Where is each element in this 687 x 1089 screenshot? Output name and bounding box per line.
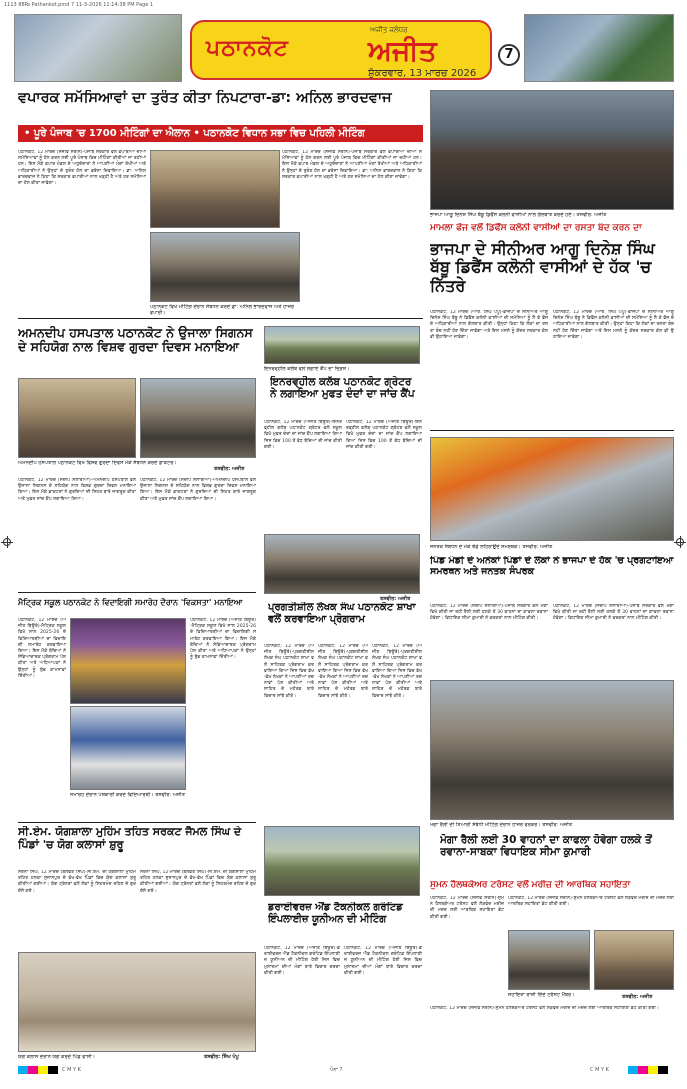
cmyk-strip-right bbox=[628, 1066, 668, 1074]
story9-byline: ਤਸਵੀਰ: ਸਿੰਘ ਪੱਪੂ bbox=[204, 1054, 239, 1060]
masthead-banner bbox=[190, 20, 492, 80]
story1-headline: ਵਪਾਰਕ ਸਮੱਸਿਆਵਾਂ ਦਾ ਤੁਰੰਤ ਕੀਤਾ ਨਿਪਟਾਰਾ-ਡਾ: ਅਨਿਲ ਭਾਰਦਵਾਜ bbox=[18, 90, 392, 106]
story11-headline: ਸੁਮਨ ਹੈਲਥਕੇਅਰ ਟਰੱਸਟ ਵਲੋਂ ਮਰੀਜ਼ ਦੀ ਆਰਥਿਕ ਸਹਾਇਤਾ bbox=[430, 880, 631, 890]
story1-photo-speaker bbox=[150, 150, 280, 228]
story11-body-col2: ਪਠਾਨਕੋਟ, 12 ਮਾਰਚ (ਸੰਜੀਵ ਸਰੀਨ)-ਸੁਮਨ ਹੈਲਥਕੇਅਰ ਟਰੱਸਟ ਵਲੋਂ ਲੋੜਵੰਦ ਮਰੀਜ਼ ਦੀ ਮਦਦ ਲਈ ਆਰਥਿਕ ਸਹਾਇਤਾ ਭੇਟ ਕੀਤੀ ਗਈ। bbox=[508, 896, 674, 908]
story3-photo-2 bbox=[140, 378, 256, 458]
story2-headline: ਭਾਜਪਾ ਦੇ ਸੀਨੀਅਰ ਆਗੂ ਦਿਨੇਸ਼ ਸਿੰਘ ਬੱਬੂ ਡਿਫੈਂਸ ਕਲੋਨੀ ਵਾਸੀਆਂ ਦੇ ਹੱਕ 'ਚ ਨਿੱਤਰੇ bbox=[430, 240, 655, 295]
masthead-photo-right bbox=[524, 14, 674, 82]
story2-caption: ਭਾਜਪਾ ਆਗੂ ਦਿਨੇਸ਼ ਸਿੰਘ ਬੱਬੂ ਡਿਫੈਂਸ ਕਲੋਨੀ ਵਾਸੀਆਂ ਨਾਲ ਗੱਲਬਾਤ ਕਰਦੇ ਹੋਏ। ਤਸਵੀਰ: ਅਜੀਤ bbox=[430, 212, 607, 218]
divider bbox=[18, 592, 256, 593]
story3-body-col1: ਪਠਾਨਕੋਟ, 12 ਮਾਰਚ (ਸੰਦੀਪ ਸਲਾਰੀਆ)-ਅਮਨਦੀਪ ਹਸਪਤਾਲ ਵਲੋਂ ਉਜਾਲਾ ਸਿਗਨਸ ਦੇ ਸਹਿਯੋਗ ਨਾਲ ਵਿਸ਼ਵ ਗੁਰਦਾ ਦਿਵਸ ਮਨਾਇਆ ਗਿਆ। ਇਸ ਮੌਕੇ ਡਾਕਟਰਾਂ ਨੇ ਗੁਰਦਿਆਂ ਦੀ ਸਿਹਤ ਬਾਰੇ ਜਾਗਰੂਕ ਕੀਤਾ ਅਤੇ ਮੁਫਤ ਜਾਂਚ ਕੈਂਪ ਲਗਾਇਆ ਗਿਆ। bbox=[18, 478, 136, 502]
story4-photo-top bbox=[264, 326, 420, 364]
story4-caption: ਇਨਰਵ੍ਹੀਲ ਕਲੱਬ ਵਲੋਂ ਲਗਾਏ ਕੈਂਪ ਦਾ ਦ੍ਰਿਸ਼। bbox=[264, 366, 350, 372]
story2-body-col2: ਪਠਾਨਕੋਟ, 12 ਮਾਰਚ (ਆਰ. ਸਿੰਘ ਪੱਪੂ)-ਭਾਜਪਾ ਦੇ ਸੀਨੀਅਰ ਆਗੂ ਦਿਨੇਸ਼ ਸਿੰਘ ਬੱਬੂ ਨੇ ਡਿਫੈਂਸ ਕਲੋਨੀ ਵਾਸੀਆਂ ਦੀ ਸਮੱਸਿਆ ਨੂੰ ਲੈ ਕੇ ਫੌਜ ਦੇ ਅਧਿਕਾਰੀਆਂ ਨਾਲ ਗੱਲਬਾਤ ਕੀਤੀ। ਉਨ੍ਹਾਂ ਕਿਹਾ ਕਿ ਲੋਕਾਂ ਦਾ ਰਸਤਾ ਬੰਦ ਨਹੀਂ ਹੋਣ ਦਿੱਤਾ ਜਾਵੇਗਾ ਅਤੇ ਇਸ ਮਸਲੇ ਨੂੰ ਕੇਂਦਰ ਸਰਕਾਰ ਕੋਲ ਵੀ ਉਠਾਇਆ ਜਾਵੇਗਾ। bbox=[553, 310, 674, 340]
page-number: 7 bbox=[498, 44, 520, 66]
cmyk-strip-left bbox=[18, 1066, 58, 1074]
story11-body-col3: ਪਠਾਨਕੋਟ, 12 ਮਾਰਚ (ਸੰਜੀਵ ਸਰੀਨ)-ਸੁਮਨ ਹੈਲਥਕੇਅਰ ਟਰੱਸਟ ਵਲੋਂ ਲੋੜਵੰਦ ਮਰੀਜ਼ ਦੀ ਮਦਦ ਲਈ ਆਰਥਿਕ ਸਹਾਇਤਾ ਭੇਟ ਕੀਤੀ ਗਈ। bbox=[430, 1006, 660, 1011]
story6-body-col2: ਪਠਾਨਕੋਟ, 12 ਮਾਰਚ (ਅਜੀਤ ਬਿਊਰੋ)-ਮੈਟ੍ਰਿਕ ਸਕੂਲ ਵਿਖੇ ਸਾਲ 2025-26 ਦੇ ਵਿਦਿਆਰਥੀਆਂ ਦਾ ਵਿਦਾਇਗੀ ਸਮਾਰੋਹ ਕਰਵਾਇਆ ਗਿਆ। ਇਸ ਮੌਕੇ ਬੱਚਿਆਂ ਨੇ ਸੱਭਿਆਚਾਰਕ ਪ੍ਰੋਗਰਾਮ ਪੇਸ਼ ਕੀਤਾ ਅਤੇ ਅਧਿਆਪਕਾਂ ਨੇ ਉਨ੍ਹਾਂ ਨੂੰ ਸ਼ੁੱਭ ਕਾਮਨਾਵਾਂ ਦਿੱਤੀਆਂ। bbox=[190, 618, 256, 661]
story1-body-col2: ਪਠਾਨਕੋਟ, 12 ਮਾਰਚ (ਸੰਜੀਵ ਸਰੀਨ)-ਪੰਜਾਬ ਸਰਕਾਰ ਵਲੋਂ ਵਪਾਰੀਆਂ ਦੀਆਂ ਸਮੱਸਿਆਵਾਂ ਨੂੰ ਹੱਲ ਕਰਨ ਲਈ ਪੂਰੇ ਪੰਜਾਬ ਵਿਚ ਮੀਟਿੰਗਾਂ ਕੀਤੀਆਂ ਜਾ ਰਹੀਆਂ ਹਨ। ਇਸ ਮੌਕੇ ਵਪਾਰ ਮੰਡਲ ਦੇ ਅਹੁਦੇਦਾਰਾਂ ਨੇ ਆਪਣੀਆਂ ਮੰਗਾਂ ਰੱਖੀਆਂ ਅਤੇ ਅਧਿਕਾਰੀਆਂ ਨੇ ਉਨ੍ਹਾਂ ਦੇ ਤੁਰੰਤ ਹੱਲ ਦਾ ਭਰੋਸਾ ਦਿਵਾਇਆ। ਡਾ: ਅਨਿਲ ਭਾਰਦਵਾਜ ਨੇ ਕਿਹਾ ਕਿ ਸਰਕਾਰ ਵਪਾਰੀਆਂ ਨਾਲ ਖੜ੍ਹੀ ਹੈ ਅਤੇ ਹਰ ਸਮੱਸਿਆ ਦਾ ਹੱਲ ਕੀਤਾ ਜਾਵੇਗਾ। bbox=[282, 150, 422, 180]
story8-body-col2: ਪਠਾਨਕੋਟ, 12 ਮਾਰਚ (ਸੰਦੀਪ ਸਲਾਰੀਆ)-ਪੰਜਾਬ ਸਰਕਾਰ ਵਲੋਂ ਮੋਗਾ ਵਿਖੇ ਕੀਤੀ ਜਾ ਰਹੀ ਰੈਲੀ ਲਈ ਹਲਕੇ ਤੋਂ 30 ਵਾਹਨਾਂ ਦਾ ਕਾਫਲਾ ਰਵਾਨਾ ਹੋਵੇਗਾ। ਵਿਧਾਇਕ ਸੀਮਾ ਕੁਮਾਰੀ ਨੇ ਵਰਕਰਾਂ ਨਾਲ ਮੀਟਿੰਗ ਕੀਤੀ। bbox=[553, 604, 674, 622]
story2-photo bbox=[430, 90, 674, 210]
story4-body-col1: ਪਠਾਨਕੋਟ, 12 ਮਾਰਚ (ਅਜੀਤ ਬਿਊਰੋ)-ਇਨਰਵ੍ਹੀਲ ਕਲੱਬ ਪਠਾਨਕੋਟ ਗ੍ਰੇਟਰ ਵਲੋਂ ਸਕੂਲ ਵਿਖੇ ਮੁਫਤ ਦੰਦਾਂ ਦਾ ਜਾਂਚ ਕੈਂਪ ਲਗਾਇਆ ਗਿਆ ਜਿਸ ਵਿਚ 100 ਤੋਂ ਵੱਧ ਬੱਚਿਆਂ ਦੀ ਜਾਂਚ ਕੀਤੀ ਗਈ। bbox=[264, 420, 342, 450]
story10-body-col2: ਪਠਾਨਕੋਟ, 12 ਮਾਰਚ (ਅਜੀਤ ਬਿਊਰੋ)-ਡਰਾਈਵਰਜ਼ ਐਂਡ ਟੈਕਨੀਕਲ ਗਰੰਟਿਡ ਇੰਪਲਾਈਜ਼ ਯੂਨੀਅਨ ਦੀ ਮੀਟਿੰਗ ਹੋਈ ਜਿਸ ਵਿਚ ਮੁਲਾਜ਼ਮਾਂ ਦੀਆਂ ਮੰਗਾਂ ਬਾਰੇ ਵਿਚਾਰ ਚਰਚਾ ਕੀਤੀ ਗਈ। bbox=[344, 946, 422, 976]
masthead-photo-left bbox=[14, 14, 182, 82]
story10-headline: ਡਰਾਈਵਰਜ਼ ਐਂਡ ਟੈਕਨੀਕਲ ਗਰੰਟਿਡ ਇੰਪਲਾਈਜ਼ ਯੂਨੀਅਨ ਦੀ ਮੀਟਿੰਗ bbox=[268, 902, 403, 925]
story7-body-col2: ਪਠਾਨਕੋਟ, 12 ਮਾਰਚ (ਅਜੀਤ ਬਿਊਰੋ)-ਪ੍ਰਗਤੀਸ਼ੀਲ ਲੇਖਕ ਸੰਘ ਪਠਾਨਕੋਟ ਸ਼ਾਖਾ ਵਲੋਂ ਸਾਹਿਤਕ ਪ੍ਰੋਗਰਾਮ ਕਰਵਾਇਆ ਗਿਆ ਜਿਸ ਵਿਚ ਵੱਖ-ਵੱਖ ਲੇਖਕਾਂ ਨੇ ਆਪਣੀਆਂ ਰਚਨਾਵਾਂ ਪੇਸ਼ ਕੀਤੀਆਂ ਅਤੇ ਸਾਹਿਤ ਦੇ ਮਹੱਤਵ ਬਾਰੇ ਵਿਚਾਰ ਸਾਂਝੇ ਕੀਤੇ। bbox=[318, 644, 368, 699]
story3-body-col2: ਪਠਾਨਕੋਟ, 12 ਮਾਰਚ (ਸੰਦੀਪ ਸਲਾਰੀਆ)-ਅਮਨਦੀਪ ਹਸਪਤਾਲ ਵਲੋਂ ਉਜਾਲਾ ਸਿਗਨਸ ਦੇ ਸਹਿਯੋਗ ਨਾਲ ਵਿਸ਼ਵ ਗੁਰਦਾ ਦਿਵਸ ਮਨਾਇਆ ਗਿਆ। ਇਸ ਮੌਕੇ ਡਾਕਟਰਾਂ ਨੇ ਗੁਰਦਿਆਂ ਦੀ ਸਿਹਤ ਬਾਰੇ ਜਾਗਰੂਕ ਕੀਤਾ ਅਤੇ ਮੁਫਤ ਜਾਂਚ ਕੈਂਪ ਲਗਾਇਆ ਗਿਆ। bbox=[140, 478, 256, 502]
story6-headline: ਮੈਟ੍ਰਿਕ ਸਕੂਲ ਪਠਾਨਕੋਟ ਨੇ ਵਿਦਾਇਗੀ ਸਮਾਰੋਹ ਦੌਰਾਨ 'ਵਿਕਸਤਾ' ਮਨਾਇਆ bbox=[18, 598, 243, 607]
footer-page-label: ਪੰਨਾ 7 bbox=[330, 1067, 343, 1073]
story6-caption: ਸਮਾਰੋਹ ਦੌਰਾਨ ਪੇਸ਼ਕਾਰੀ ਕਰਦੇ ਵਿਦਿਆਰਥੀ। ਤਸਵੀਰ: ਅਜੀਤ bbox=[70, 792, 186, 798]
story4-body-col2: ਪਠਾਨਕੋਟ, 12 ਮਾਰਚ (ਅਜੀਤ ਬਿਊਰੋ)-ਇਨਰਵ੍ਹੀਲ ਕਲੱਬ ਪਠਾਨਕੋਟ ਗ੍ਰੇਟਰ ਵਲੋਂ ਸਕੂਲ ਵਿਖੇ ਮੁਫਤ ਦੰਦਾਂ ਦਾ ਜਾਂਚ ਕੈਂਪ ਲਗਾਇਆ ਗਿਆ ਜਿਸ ਵਿਚ 100 ਤੋਂ ਵੱਧ ਬੱਚਿਆਂ ਦੀ ਜਾਂਚ ਕੀਤੀ ਗਈ। bbox=[346, 420, 422, 450]
story1-photo-audience bbox=[150, 232, 300, 302]
story5-caption: ਜਨਤਕ ਸੰਬੋਧਨ ਦੇ ਮੌਕੇ ਝੰਡੇ ਲਹਿਰਾਉਂਦੇ ਸਮਰਥਕ। ਤਸਵੀਰ: ਅਜੀਤ bbox=[430, 544, 553, 550]
story4-headline: ਇਨਰਵ੍ਹੀਲ ਕਲੱਬ ਪਠਾਨਕੋਟ ਗ੍ਰੇਟਰ ਨੇ ਲਗਾਇਆ ਮੁਫਤ ਦੰਦਾਂ ਦਾ ਜਾਂਚ ਕੈਂਪ bbox=[270, 376, 415, 401]
masthead-paper-name: ਅਜੀਤ bbox=[368, 34, 437, 67]
story3-photo-1 bbox=[18, 378, 136, 458]
story8-body-col1: ਪਠਾਨਕੋਟ, 12 ਮਾਰਚ (ਸੰਦੀਪ ਸਲਾਰੀਆ)-ਪੰਜਾਬ ਸਰਕਾਰ ਵਲੋਂ ਮੋਗਾ ਵਿਖੇ ਕੀਤੀ ਜਾ ਰਹੀ ਰੈਲੀ ਲਈ ਹਲਕੇ ਤੋਂ 30 ਵਾਹਨਾਂ ਦਾ ਕਾਫਲਾ ਰਵਾਨਾ ਹੋਵੇਗਾ। ਵਿਧਾਇਕ ਸੀਮਾ ਕੁਮਾਰੀ ਨੇ ਵਰਕਰਾਂ ਨਾਲ ਮੀਟਿੰਗ ਕੀਤੀ। bbox=[430, 604, 548, 622]
story5-photo bbox=[430, 437, 674, 541]
story10-body-col1: ਪਠਾਨਕੋਟ, 12 ਮਾਰਚ (ਅਜੀਤ ਬਿਊਰੋ)-ਡਰਾਈਵਰਜ਼ ਐਂਡ ਟੈਕਨੀਕਲ ਗਰੰਟਿਡ ਇੰਪਲਾਈਜ਼ ਯੂਨੀਅਨ ਦੀ ਮੀਟਿੰਗ ਹੋਈ ਜਿਸ ਵਿਚ ਮੁਲਾਜ਼ਮਾਂ ਦੀਆਂ ਮੰਗਾਂ ਬਾਰੇ ਵਿਚਾਰ ਚਰਚਾ ਕੀਤੀ ਗਈ। bbox=[264, 946, 340, 976]
footer-right-label: C M Y K bbox=[590, 1067, 609, 1073]
story5-headline: ਪਿੰਡ ਮੰਡੀ ਦੇ ਅਨੇਕਾਂ ਪਿੰਡਾਂ ਦੇ ਲੋਕਾਂ ਨੇ ਭਾਜਪਾ ਦੇ ਹੱਕ 'ਚ ਪ੍ਰਗਟਾਇਆ ਸਮਰਥਨ ਅਤੇ ਜਨਤਕ ਸੰਪਰਕ bbox=[430, 556, 674, 577]
story11-body-col1: ਪਠਾਨਕੋਟ, 12 ਮਾਰਚ (ਸੰਜੀਵ ਸਰੀਨ)-ਸੁਮਨ ਹੈਲਥਕੇਅਰ ਟਰੱਸਟ ਵਲੋਂ ਲੋੜਵੰਦ ਮਰੀਜ਼ ਦੀ ਮਦਦ ਲਈ ਆਰਥਿਕ ਸਹਾਇਤਾ ਭੇਟ ਕੀਤੀ ਗਈ। bbox=[430, 896, 504, 920]
story4-photo-bottom bbox=[264, 534, 420, 594]
story10-photo bbox=[264, 826, 420, 896]
registration-mark-icon bbox=[676, 538, 684, 546]
divider bbox=[18, 822, 256, 823]
story1-subheads: • ਪੂਰੇ ਪੰਜਾਬ 'ਚ 1700 ਮੀਟਿੰਗਾਂ ਦਾ ਐਲਾਨ • ਪਠਾਨਕੋਟ ਵਿਧਾਨ ਸਭਾ ਵਿਚ ਪਹਿਲੀ ਮੀਟਿੰਗ bbox=[18, 125, 423, 142]
file-info-line: 1113 88₨ Pathankot.pmd 7 11-3-2026 11:14:38 PM Page 1 bbox=[4, 2, 154, 8]
masthead-small-text: ਅਜੀਤ ਜਲੰਧਰ bbox=[370, 26, 408, 34]
story2-body-col1: ਪਠਾਨਕੋਟ, 12 ਮਾਰਚ (ਆਰ. ਸਿੰਘ ਪੱਪੂ)-ਭਾਜਪਾ ਦੇ ਸੀਨੀਅਰ ਆਗੂ ਦਿਨੇਸ਼ ਸਿੰਘ ਬੱਬੂ ਨੇ ਡਿਫੈਂਸ ਕਲੋਨੀ ਵਾਸੀਆਂ ਦੀ ਸਮੱਸਿਆ ਨੂੰ ਲੈ ਕੇ ਫੌਜ ਦੇ ਅਧਿਕਾਰੀਆਂ ਨਾਲ ਗੱਲਬਾਤ ਕੀਤੀ। ਉਨ੍ਹਾਂ ਕਿਹਾ ਕਿ ਲੋਕਾਂ ਦਾ ਰਸਤਾ ਬੰਦ ਨਹੀਂ ਹੋਣ ਦਿੱਤਾ ਜਾਵੇਗਾ ਅਤੇ ਇਸ ਮਸਲੇ ਨੂੰ ਕੇਂਦਰ ਸਰਕਾਰ ਕੋਲ ਵੀ ਉਠਾਇਆ ਜਾਵੇਗਾ। bbox=[430, 310, 548, 340]
story7-body-col1: ਪਠਾਨਕੋਟ, 12 ਮਾਰਚ (ਅਜੀਤ ਬਿਊਰੋ)-ਪ੍ਰਗਤੀਸ਼ੀਲ ਲੇਖਕ ਸੰਘ ਪਠਾਨਕੋਟ ਸ਼ਾਖਾ ਵਲੋਂ ਸਾਹਿਤਕ ਪ੍ਰੋਗਰਾਮ ਕਰਵਾਇਆ ਗਿਆ ਜਿਸ ਵਿਚ ਵੱਖ-ਵੱਖ ਲੇਖਕਾਂ ਨੇ ਆਪਣੀਆਂ ਰਚਨਾਵਾਂ ਪੇਸ਼ ਕੀਤੀਆਂ ਅਤੇ ਸਾਹਿਤ ਦੇ ਮਹੱਤਵ ਬਾਰੇ ਵਿਚਾਰ ਸਾਂਝੇ ਕੀਤੇ। bbox=[264, 644, 314, 699]
story8-caption: ਮੋਗਾ ਰੈਲੀ ਦੀ ਤਿਆਰੀ ਸੰਬੰਧੀ ਮੀਟਿੰਗ ਦੌਰਾਨ ਹਾਜ਼ਰ ਵਰਕਰ। ਤਸਵੀਰ: ਅਜੀਤ bbox=[430, 822, 573, 828]
story6-photo-1 bbox=[70, 618, 186, 704]
divider bbox=[18, 318, 423, 319]
story3-headline: ਅਮਨਦੀਪ ਹਸਪਤਾਲ ਪਠਾਨਕੋਟ ਨੇ ਉਜਾਲਾ ਸਿਗਨਸ ਦੇ ਸਹਿਯੋਗ ਨਾਲ ਵਿਸ਼ਵ ਗੁਰਦਾ ਦਿਵਸ ਮਨਾਇਆ bbox=[18, 326, 253, 355]
story6-photo-2 bbox=[70, 706, 186, 790]
footer-left-label: C M Y K bbox=[62, 1067, 81, 1073]
story2-kicker: ਮਾਮਲਾ ਫੌਜ ਵਲੋਂ ਡਿਫੈਂਸ ਕਲੋਨੀ ਵਾਸੀਆਂ ਦਾ ਰਸਤਾ ਬੰਦ ਕਰਨ ਦਾ bbox=[430, 223, 642, 233]
story11-caption-1: ਸਹਾਇਤਾ ਰਾਸ਼ੀ ਦਿੰਦੇ ਟਰੱਸਟ ਮੈਂਬਰ। bbox=[508, 992, 575, 998]
masthead-city: ਪਠਾਨਕੋਟ bbox=[206, 36, 289, 61]
story7-headline: ਪ੍ਰਗਤੀਸ਼ੀਲ ਲੇਖਕ ਸੰਘ ਪਠਾਨਕੋਟ ਸ਼ਾਖਾ ਵਲੋਂ ਕਰਵਾਇਆ ਪ੍ਰੋਗਰਾਮ bbox=[268, 602, 416, 625]
story9-body-col1: ਸਰਨਾ ਸਿੰਘ, 12 ਮਾਰਚ (ਬਲਵੰਤ ਸਿੰਘ)-ਸੀ.ਏਮ. ਦੀ ਯੋਗਸ਼ਾਲਾ ਮੁਹਿੰਮ ਤਹਿਤ ਹਲਕਾ ਸੁਜਾਨਪੁਰ ਦੇ ਵੱਖ-ਵੱਖ ਪਿੰਡਾਂ ਵਿਚ ਯੋਗ ਕਲਾਸਾਂ ਸ਼ੁਰੂ ਕੀਤੀਆਂ ਗਈਆਂ। ਯੋਗ ਟ੍ਰੇਨਰਾਂ ਵਲੋਂ ਲੋਕਾਂ ਨੂੰ ਸਿਹਤਮੰਦ ਰਹਿਣ ਦੇ ਗੁਰ ਦੱਸੇ ਗਏ। bbox=[18, 870, 136, 894]
masthead-date: ਸ਼ੁੱਕਰਵਾਰ, 13 ਮਾਰਚ 2026 bbox=[368, 68, 477, 79]
story11-photo-1 bbox=[508, 930, 590, 990]
story8-photo bbox=[430, 680, 674, 820]
story8-headline: ਮੋਗਾ ਰੈਲੀ ਲਈ 30 ਵਾਹਨਾਂ ਦਾ ਕਾਫਲਾ ਹੋਵੇਗਾ ਹਲਕੇ ਤੋਂ ਰਵਾਨਾ-ਸਾਬਕਾ ਵਿਧਾਇਕ ਸੀਮਾ ਕੁਮਾਰੀ bbox=[440, 834, 652, 859]
story1-caption: ਪਠਾਨਕੋਟ ਵਿਖੇ ਮੀਟਿੰਗ ਦੌਰਾਨ ਸੰਬੋਧਨ ਕਰਦੇ ਡਾ: ਅਨਿਲ ਭਾਰਦਵਾਜ ਅਤੇ ਹਾਜ਼ਰ ਵਪਾਰੀ। bbox=[150, 304, 294, 316]
story3-byline: ਤਸਵੀਰ: ਅਜੀਤ bbox=[214, 466, 245, 472]
divider bbox=[430, 430, 674, 431]
story9-caption: ਯੋਗ ਕਲਾਸ ਦੌਰਾਨ ਯੋਗ ਕਰਦੇ ਪਿੰਡ ਵਾਸੀ। bbox=[18, 1054, 96, 1060]
story9-headline: ਸੀ.ਏਮ. ਯੋਗਸ਼ਾਲਾ ਮੁਹਿੰਮ ਤਹਿਤ ਸਰਕਟ ਜੈਮਲ ਸਿੰਘ ਦੇ ਪਿੰਡਾਂ 'ਚ ਯੋਗ ਕਲਾਸਾਂ ਸ਼ੁਰੂ bbox=[18, 826, 242, 851]
story1-body-col1: ਪਠਾਨਕੋਟ, 12 ਮਾਰਚ (ਸੰਜੀਵ ਸਰੀਨ)-ਪੰਜਾਬ ਸਰਕਾਰ ਵਲੋਂ ਵਪਾਰੀਆਂ ਦੀਆਂ ਸਮੱਸਿਆਵਾਂ ਨੂੰ ਹੱਲ ਕਰਨ ਲਈ ਪੂਰੇ ਪੰਜਾਬ ਵਿਚ ਮੀਟਿੰਗਾਂ ਕੀਤੀਆਂ ਜਾ ਰਹੀਆਂ ਹਨ। ਇਸ ਮੌਕੇ ਵਪਾਰ ਮੰਡਲ ਦੇ ਅਹੁਦੇਦਾਰਾਂ ਨੇ ਆਪਣੀਆਂ ਮੰਗਾਂ ਰੱਖੀਆਂ ਅਤੇ ਅਧਿਕਾਰੀਆਂ ਨੇ ਉਨ੍ਹਾਂ ਦੇ ਤੁਰੰਤ ਹੱਲ ਦਾ ਭਰੋਸਾ ਦਿਵਾਇਆ। ਡਾ: ਅਨਿਲ ਭਾਰਦਵਾਜ ਨੇ ਕਿਹਾ ਕਿ ਸਰਕਾਰ ਵਪਾਰੀਆਂ ਨਾਲ ਖੜ੍ਹੀ ਹੈ ਅਤੇ ਹਰ ਸਮੱਸਿਆ ਦਾ ਹੱਲ ਕੀਤਾ ਜਾਵੇਗਾ। bbox=[18, 150, 146, 187]
story9-body-col2: ਸਰਨਾ ਸਿੰਘ, 12 ਮਾਰਚ (ਬਲਵੰਤ ਸਿੰਘ)-ਸੀ.ਏਮ. ਦੀ ਯੋਗਸ਼ਾਲਾ ਮੁਹਿੰਮ ਤਹਿਤ ਹਲਕਾ ਸੁਜਾਨਪੁਰ ਦੇ ਵੱਖ-ਵੱਖ ਪਿੰਡਾਂ ਵਿਚ ਯੋਗ ਕਲਾਸਾਂ ਸ਼ੁਰੂ ਕੀਤੀਆਂ ਗਈਆਂ। ਯੋਗ ਟ੍ਰੇਨਰਾਂ ਵਲੋਂ ਲੋਕਾਂ ਨੂੰ ਸਿਹਤਮੰਦ ਰਹਿਣ ਦੇ ਗੁਰ ਦੱਸੇ ਗਏ। bbox=[140, 870, 256, 894]
story6-body-col1: ਪਠਾਨਕੋਟ, 12 ਮਾਰਚ (ਅਜੀਤ ਬਿਊਰੋ)-ਮੈਟ੍ਰਿਕ ਸਕੂਲ ਵਿਖੇ ਸਾਲ 2025-26 ਦੇ ਵਿਦਿਆਰਥੀਆਂ ਦਾ ਵਿਦਾਇਗੀ ਸਮਾਰੋਹ ਕਰਵਾਇਆ ਗਿਆ। ਇਸ ਮੌਕੇ ਬੱਚਿਆਂ ਨੇ ਸੱਭਿਆਚਾਰਕ ਪ੍ਰੋਗਰਾਮ ਪੇਸ਼ ਕੀਤਾ ਅਤੇ ਅਧਿਆਪਕਾਂ ਨੇ ਉਨ੍ਹਾਂ ਨੂੰ ਸ਼ੁੱਭ ਕਾਮਨਾਵਾਂ ਦਿੱਤੀਆਂ। bbox=[18, 618, 66, 679]
story11-caption-2: ਤਸਵੀਰ: ਅਜੀਤ bbox=[622, 994, 653, 1000]
story3-caption: ਅਮਨਦੀਪ ਹਸਪਤਾਲ ਪਠਾਨਕੋਟ ਵਿਖੇ ਵਿਸ਼ਵ ਗੁਰਦਾ ਦਿਵਸ ਮੌਕੇ ਸੰਬੋਧਨ ਕਰਦੇ ਡਾਕਟਰ। bbox=[18, 460, 177, 466]
story9-photo bbox=[18, 952, 256, 1052]
registration-mark-icon bbox=[3, 538, 11, 546]
story11-photo-2 bbox=[594, 930, 674, 990]
story4-byline: ਤਸਵੀਰ: ਅਜੀਤ bbox=[380, 596, 411, 602]
story7-body-col3: ਪਠਾਨਕੋਟ, 12 ਮਾਰਚ (ਅਜੀਤ ਬਿਊਰੋ)-ਪ੍ਰਗਤੀਸ਼ੀਲ ਲੇਖਕ ਸੰਘ ਪਠਾਨਕੋਟ ਸ਼ਾਖਾ ਵਲੋਂ ਸਾਹਿਤਕ ਪ੍ਰੋਗਰਾਮ ਕਰਵਾਇਆ ਗਿਆ ਜਿਸ ਵਿਚ ਵੱਖ-ਵੱਖ ਲੇਖਕਾਂ ਨੇ ਆਪਣੀਆਂ ਰਚਨਾਵਾਂ ਪੇਸ਼ ਕੀਤੀਆਂ ਅਤੇ ਸਾਹਿਤ ਦੇ ਮਹੱਤਵ ਬਾਰੇ ਵਿਚਾਰ ਸਾਂਝੇ ਕੀਤੇ। bbox=[372, 644, 422, 699]
